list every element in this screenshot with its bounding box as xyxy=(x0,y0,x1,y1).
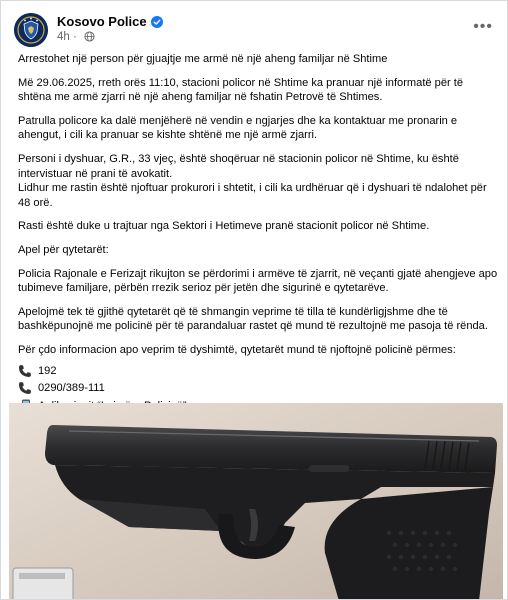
contact-text: 0290/389-111 xyxy=(38,382,105,395)
post-header xyxy=(9,10,499,46)
post-meta: 4h · xyxy=(57,31,95,45)
post-text xyxy=(18,52,498,446)
post-time[interactable]: 4h xyxy=(57,31,70,43)
post-paragraph: Personi i dyshuar, G.R., 33 vjeç, është shoqëruar në stacionin policor në Shtime, ku është intervistuar në prani të avokatit. xyxy=(18,152,459,180)
post-photo[interactable] xyxy=(9,403,503,600)
post-paragraph: Patrulla policore ka dalë menjëherë në vendin e ngjarjes dhe ka kontaktuar me pronarin e ahengut, i cili ka pranuar se kishte shtënë me një armë zjarri. xyxy=(18,114,458,142)
contact-item xyxy=(18,381,498,396)
post-title: Arrestohet një person për gjuajtje me armë në një aheng familjar në Shtime xyxy=(18,53,388,65)
contact-item xyxy=(18,364,498,379)
post-paragraph: Lidhur me rastin është njoftuar prokurori i shtetit, i cili ka urdhëruar që i dyshuari të ndalohet për 48 orë. xyxy=(18,182,487,209)
phone-icon xyxy=(18,364,34,378)
post-paragraph: Më 29.06.2025, rreth orës 11:10, stacioni policor në Shtime ka pranuar një informatë për të shtëna me armë zjarri në një aheng familjar në fshatin Petrovë të Shtimes. xyxy=(18,76,464,104)
more-options-icon[interactable]: ••• xyxy=(473,18,493,35)
post-paragraph: Rasti është duke u trajtuar nga Sektori i Hetimeve pranë stacionit policor në Shtime. xyxy=(18,220,430,233)
post-paragraph: Apelojmë tek të gjithë qytetarët që të shmangin veprime të tilla të kundërligjshme dhe të bashkëpunojnë me policinë për të parandaluar rastet që mund të rezultojnë me pasoja të rënda. xyxy=(18,305,488,333)
verified-badge-icon xyxy=(151,16,163,31)
post-paragraph: Policia Rajonale e Ferizajt rikujton se përdorimi i armëve të zjarrit, në veçanti gjatë ahengjeve apo tubimeve familjare, përbën rrezik serioz për jetën dhe sigurinë e qytetarëve. xyxy=(18,267,498,295)
page-name[interactable]: Kosovo Police xyxy=(57,14,163,31)
kosovo-police-logo-avatar[interactable] xyxy=(14,13,48,47)
contact-text: 192 xyxy=(38,364,57,377)
post-paragraph: Për çdo informacion apo veprim të dyshimtë, qytetarët mund të njoftojnë policinë përmes: xyxy=(18,343,456,356)
globe-icon xyxy=(84,31,95,45)
post-paragraph: Apel për qytetarët: xyxy=(18,243,109,256)
phone-icon xyxy=(18,381,34,395)
